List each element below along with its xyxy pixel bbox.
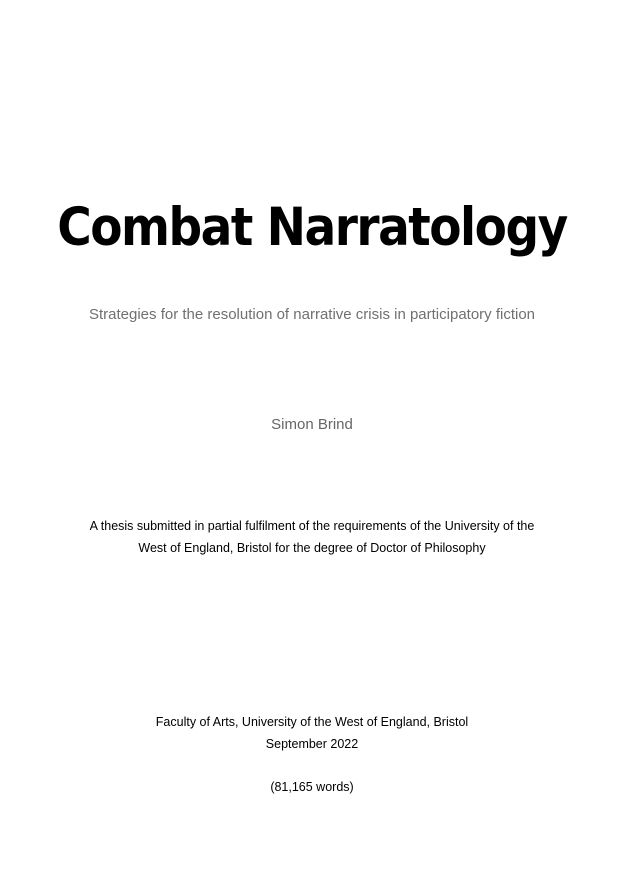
author-name: Simon Brind xyxy=(271,416,353,433)
thesis-statement-line-2: West of England, Bristol for the degree of Doctor of Philosophy xyxy=(138,541,486,555)
thesis-subtitle: Strategies for the resolution of narrative crisis in participatory fiction xyxy=(88,306,536,323)
word-count: (81,165 words) xyxy=(270,780,354,794)
thesis-title: Combat Narratology xyxy=(57,196,567,259)
thesis-statement-line-1: A thesis submitted in partial fulfilment of the requirements of the University of the xyxy=(89,519,535,533)
thesis-statement xyxy=(62,515,562,559)
submission-date: September 2022 xyxy=(265,737,359,751)
faculty-affiliation: Faculty of Arts, University of the West of England, Bristol xyxy=(155,715,469,729)
